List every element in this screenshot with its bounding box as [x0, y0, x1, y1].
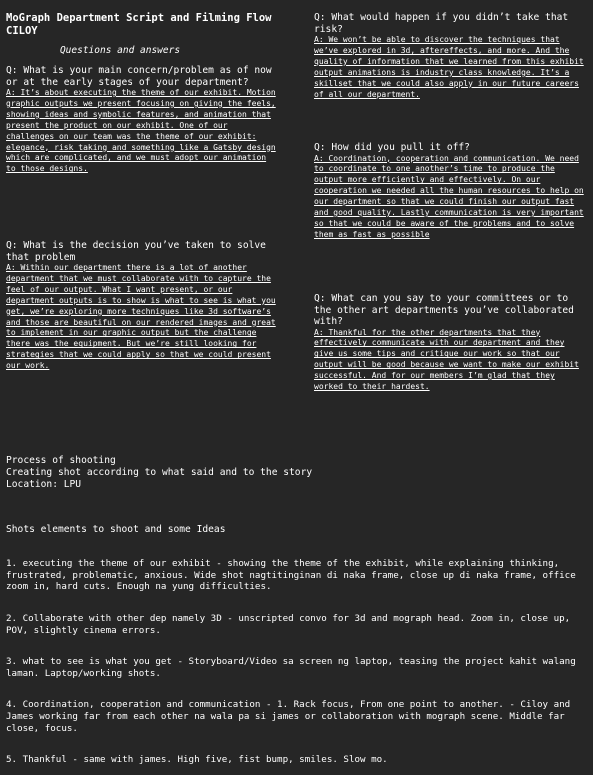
- question-text: Q: What is your main concern/problem as of now or at the early stages of your department?: [6, 65, 278, 88]
- answer-text: A: Thankful for the other departments that they effectively communicate with our department and they give us some tips and critique our work so that our output will be good because we want to make our exhibit successful. And for our members I’m glad that they worked to their hardest.: [314, 327, 579, 392]
- qa-block-pull-it-off: [314, 142, 586, 241]
- shots-heading: Shots elements to shoot and some Ideas: [6, 524, 226, 536]
- process-description: Creating shot according to what said and to the story: [6, 466, 313, 478]
- shot-item: 5. Thankful - same with james. High five, fist bump, smiles. Slow mo.: [6, 754, 388, 766]
- question-text: Q: What would happen if you didn’t take that risk?: [314, 12, 574, 35]
- document-title: MoGraph Department Script and Filming Flow CILOY: [6, 12, 278, 37]
- shot-item: 1. executing the theme of our exhibit - showing the theme of the exhibit, while explaining thinking, frustrated, problematic, anxious. Wide shot nagtitinginan di naka frame, close up di naka frame, office zoom in, hard cuts. Enough na yung difficulties.: [6, 558, 576, 593]
- shooting-section: [6, 455, 586, 766]
- question-text: Q: How did you pull it off?: [314, 142, 470, 153]
- answer-text: A: Within our department there is a lot of another department that we must collaborate with to capture the feel of our output. What I want present, or our department outputs is to show is what to see is what you get, we’re exploring more techniques like 3d software’s and those are beautiful on our rendered images and great to implement in our graphic output but the challenge there was the equipment. But we’re still looking for strategies that we could apply so that we could present our work.: [6, 263, 276, 371]
- process-location: Location: LPU: [6, 478, 82, 490]
- answer-text: A: It’s about executing the theme of our exhibit. Motion graphic outputs we present focusing on giving the feels, showing ideas and symbolic features, and animation that present the product on our exhibit. One of our challenges on our team was the theme of our exhibit: elegance, risk taking and something like a Gatsby design which are complicated, and we must adopt our animation to those designs.: [6, 88, 276, 174]
- qa-block-decision: [6, 240, 278, 372]
- answer-text: A: Coordination, cooperation and communication. We need to coordinate to one another’s time to produce the output more efficiently and effectively. On our cooperation we needed all the human resources to help on our department so that we could finish our output fast and good quality. Lastly communication is very important so that we could be aware of the problems and to solve them as fast as possible: [314, 153, 584, 239]
- answer-text: A: We won’t be able to discover the techniques that we’ve explored in 3d, aftereffects, and more. And the quality of information that we learned from this exhibit output animations is industry class knowledge. It’s a skillset that we could also apply in our future careers of all our department.: [314, 35, 584, 99]
- shot-item: 2. Collaborate with other dep namely 3D - unscripted convo for 3d and mograph head. Zoom in, close up, POV, slightly cinema errors.: [6, 612, 571, 636]
- qa-block-main-concern: [6, 65, 278, 175]
- shot-item: 3. what to see is what you get - Storyboard/Video sa screen ng laptop, teasing the project kahit walang laman. Laptop/working shots.: [6, 656, 576, 679]
- qa-block-committees: [314, 293, 586, 393]
- question-text: Q: What can you say to your committees or to the other art departments you’ve collaborated with?: [314, 293, 580, 327]
- shot-item: 4. Coordination, cooperation and communication - 1. Rack focus, From one point to another. - Ciloy and James working far from each other na wala pa si james or collaboration with mograph scene. Middle far close, focus.: [6, 699, 571, 734]
- document-subtitle: Questions and answers: [59, 45, 181, 56]
- qa-block-risk: [314, 12, 586, 100]
- process-heading: Process of shooting: [6, 455, 116, 466]
- left-column: [6, 12, 278, 371]
- question-text: Q: What is the decision you’ve taken to solve that problem: [6, 240, 272, 263]
